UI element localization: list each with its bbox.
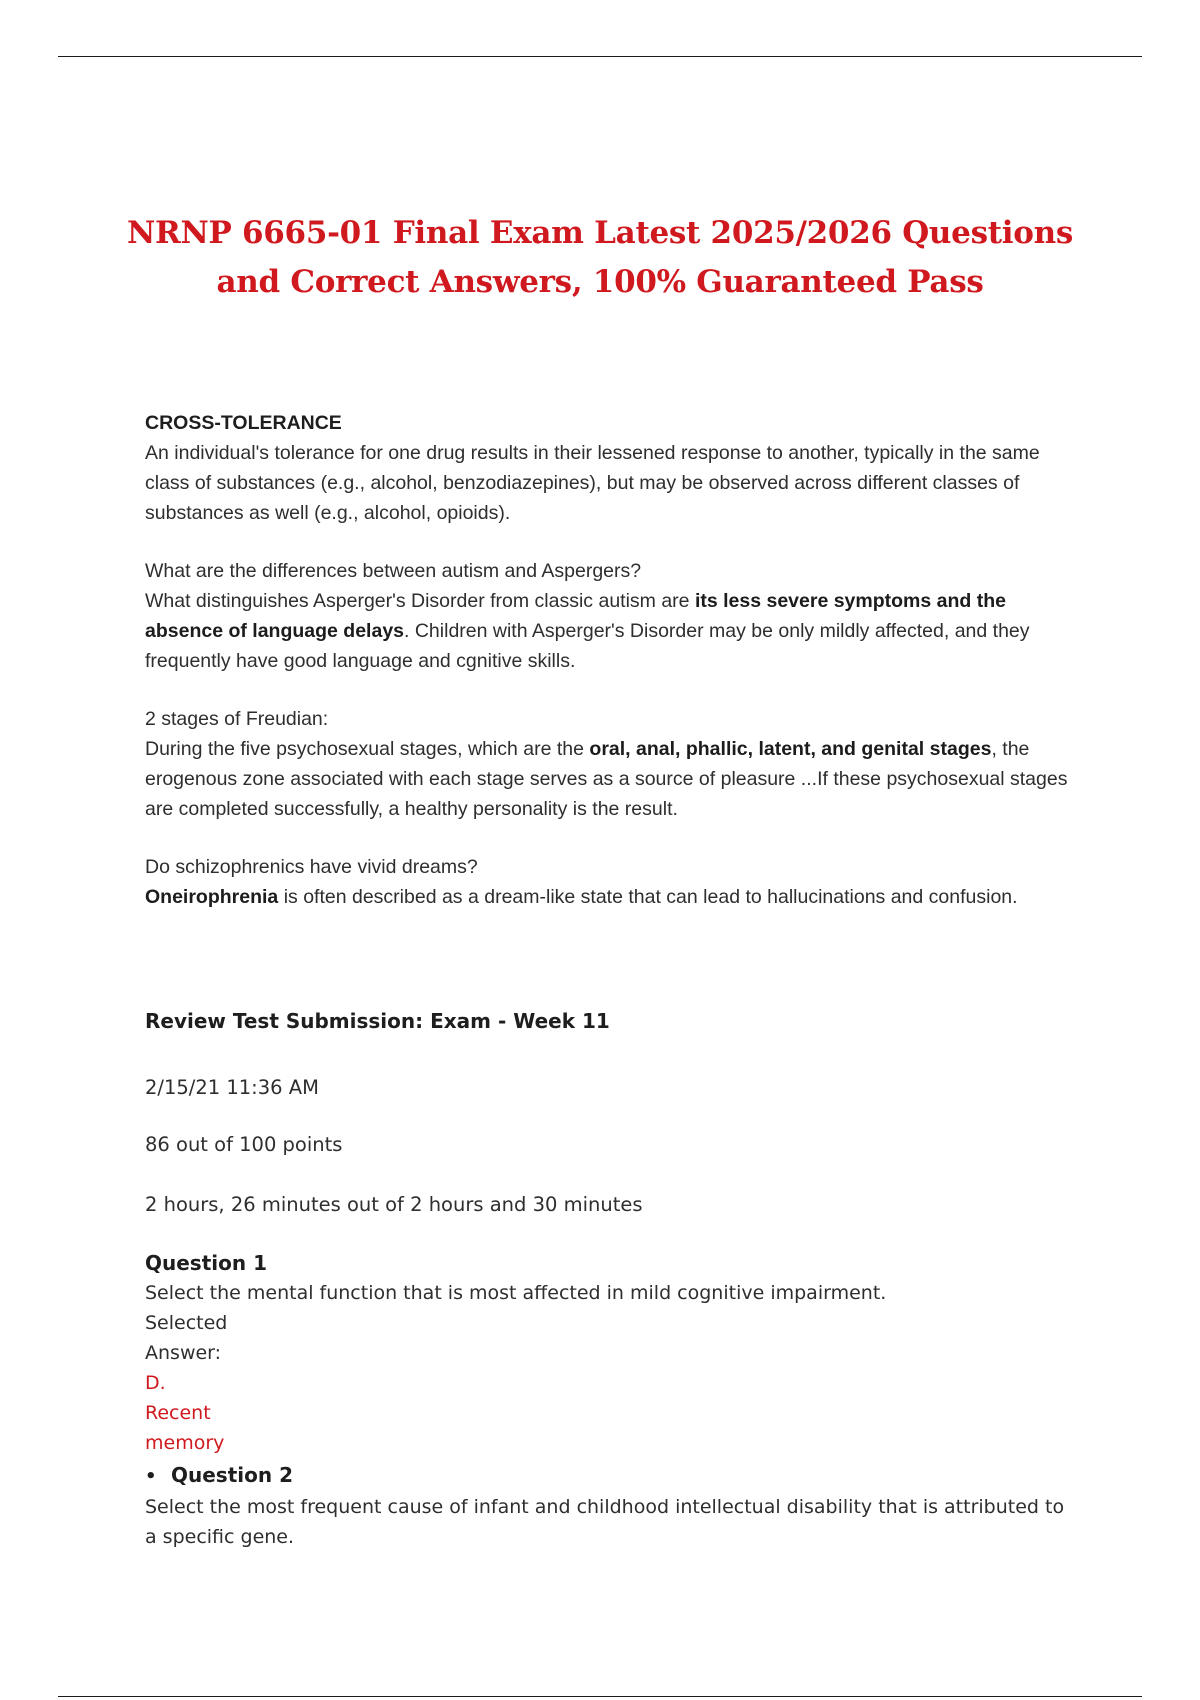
bullet-icon: • bbox=[145, 1466, 157, 1487]
selected-answer-label: Selected bbox=[145, 1312, 228, 1334]
question-label: Question 1 bbox=[145, 1251, 267, 1275]
selected-answer-value: D. bbox=[145, 1372, 166, 1394]
submission-date: 2/15/21 11:36 AM bbox=[145, 1076, 319, 1099]
qa-answer: Oneirophrenia is often described as a dream-like state that can lead to hallucinations and confusion. bbox=[145, 886, 1018, 908]
qa-answer: What distinguishes Asperger's Disorder from classic autism are its less severe symptoms and the absence of language delays. Children with Asperger's Disorder may be only mildly affected, and they frequently have good language and cgnitive skills. bbox=[145, 590, 1030, 672]
qa-item bbox=[145, 704, 1075, 824]
title-line-2: and Correct Answers, 100% Guaranteed Pass bbox=[216, 264, 984, 300]
document-title bbox=[100, 209, 1100, 307]
qa-question: What are the differences between autism and Aspergers? bbox=[145, 560, 642, 582]
qa-item bbox=[145, 408, 1075, 528]
selected-answer-value: Recent bbox=[145, 1402, 211, 1424]
question-label-row bbox=[145, 1460, 1075, 1492]
qa-answer-emphasis: oral, anal, phallic, latent, and genital stages bbox=[589, 738, 992, 760]
question-text: Select the most frequent cause of infant and childhood intellectual disability that is attributed to a specific gene. bbox=[145, 1496, 1065, 1548]
selected-answer-value: memory bbox=[145, 1432, 225, 1454]
question-text: Select the mental function that is most affected in mild cognitive impairment. bbox=[145, 1282, 887, 1304]
bottom-rule bbox=[58, 1696, 1142, 1697]
qa-section bbox=[145, 408, 1075, 940]
qa-answer-emphasis: Oneirophrenia bbox=[145, 886, 279, 908]
qa-answer: An individual's tolerance for one drug results in their lessened response to another, typically in the same class of substances (e.g., alcohol, benzodiazepines), but may be observed across different classes of substances as well (e.g., alcohol, opioids). bbox=[145, 442, 1040, 524]
qa-question: 2 stages of Freudian: bbox=[145, 708, 329, 730]
qa-item bbox=[145, 852, 1075, 912]
qa-question: Do schizophrenics have vivid dreams? bbox=[145, 856, 478, 878]
submission-score: 86 out of 100 points bbox=[145, 1133, 343, 1156]
question-label: Question 2 bbox=[171, 1463, 293, 1487]
question-item bbox=[145, 1460, 1075, 1552]
submission-time: 2 hours, 26 minutes out of 2 hours and 30 minutes bbox=[145, 1193, 643, 1216]
qa-question: CROSS-TOLERANCE bbox=[145, 412, 342, 434]
review-title: Review Test Submission: Exam - Week 11 bbox=[145, 1009, 610, 1033]
top-rule bbox=[58, 56, 1142, 57]
qa-answer-emphasis: its less severe symptoms and the absence of language delays bbox=[145, 590, 1006, 642]
qa-answer: During the five psychosexual stages, which are the oral, anal, phallic, latent, and genital stages, the erogenous zone associated with each stage serves as a source of pleasure ...If these psychosexual stages are completed successfully, a healthy personality is the result. bbox=[145, 738, 1068, 820]
question-item bbox=[145, 1248, 1075, 1458]
selected-answer-label: Answer: bbox=[145, 1342, 222, 1364]
qa-item bbox=[145, 556, 1075, 676]
title-line-1: NRNP 6665-01 Final Exam Latest 2025/2026 Questions bbox=[126, 215, 1074, 251]
